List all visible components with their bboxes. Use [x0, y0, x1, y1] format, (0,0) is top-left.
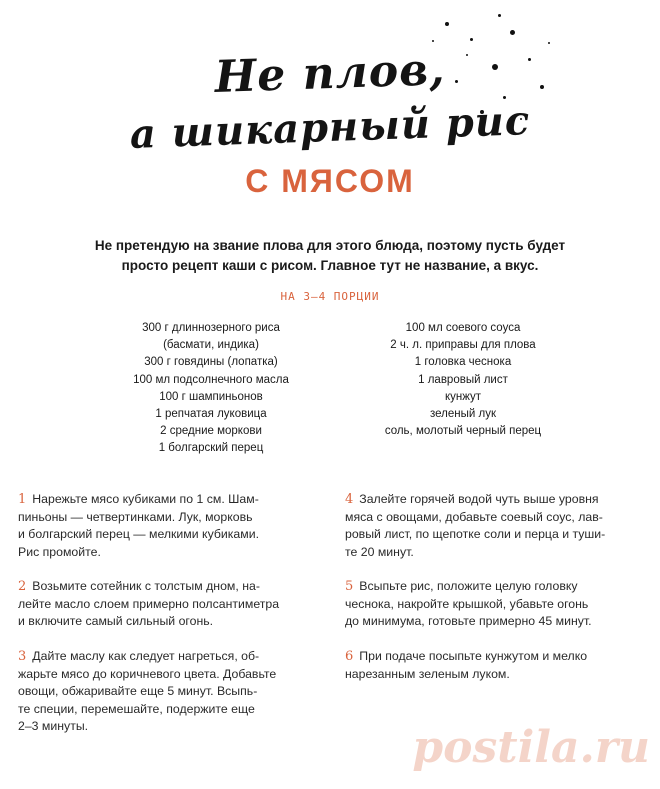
- step-line: жарьте мясо до коричневого цвета. Добавьте: [18, 666, 277, 681]
- ingredient-item: 100 мл соевого соуса: [405, 322, 521, 334]
- servings-label: НА 3–4 ПОРЦИИ: [280, 290, 380, 303]
- ingredient-item: зеленый лук: [430, 408, 496, 421]
- step-line: Нарежьте мясо кубиками по 1 см. Шам-: [32, 492, 259, 506]
- step-number: 6: [345, 649, 354, 664]
- title-line-1: Не плов,: [213, 43, 447, 104]
- step-line: те специи, перемешайте, подержите еще: [18, 701, 255, 716]
- ingredient-item: 1 репчатая луковица: [155, 408, 267, 421]
- intro-text: [60, 236, 600, 276]
- step-line: до минимума, готовьте примерно 45 минут.: [345, 614, 592, 629]
- step-number: 4: [345, 492, 354, 507]
- step-line: ровый лист, по щепотке соли и перца и туши-: [345, 527, 606, 542]
- step-line: пиньоны — четвертинками. Лук, морковь: [18, 509, 253, 524]
- ingredient-item: кунжут: [444, 390, 482, 403]
- ingredients-left: [66, 320, 356, 458]
- ingredients-right: [318, 320, 608, 440]
- title-line-3: С МЯСОМ: [245, 163, 415, 199]
- step-line: те 20 минут.: [345, 544, 414, 559]
- ingredient-item: (басмати, индика): [163, 339, 259, 352]
- step-number: 5: [345, 579, 354, 594]
- intro-line: просто рецепт каши с рисом. Главное тут не название, а вкус.: [121, 258, 539, 273]
- step-number: 3: [18, 649, 27, 664]
- ingredient-item: 1 болгарский перец: [158, 442, 264, 455]
- ingredient-item: 300 г длиннозерного риса: [142, 322, 280, 334]
- step-2: [18, 578, 313, 631]
- step-line: Дайте маслу как следует нагреться, об-: [32, 649, 260, 663]
- step-6: [345, 648, 640, 683]
- ingredient-item: 2 средние моркови: [160, 425, 262, 438]
- step-line: 2–3 минуты.: [18, 719, 89, 734]
- step-line: Возьмите сотейник с толстым дном, на-: [32, 579, 260, 593]
- step-3: [18, 648, 313, 736]
- ingredient-item: 1 головка чеснока: [414, 356, 512, 369]
- watermark-logo: postila.ru: [412, 722, 650, 773]
- ingredient-item: 1 лавровый лист: [418, 373, 508, 386]
- step-number: 2: [18, 579, 27, 594]
- step-line: нарезанным зеленым луком.: [345, 666, 510, 681]
- ingredient-item: 100 мл подсолнечного масла: [133, 373, 289, 386]
- step-5: [345, 578, 640, 631]
- ingredient-item: соль, молотый черный перец: [384, 425, 542, 438]
- step-line: чеснока, накройте крышкой, убавьте огонь: [345, 596, 589, 611]
- step-line: лейте масло слоем примерно полсантиметра: [18, 596, 280, 611]
- ingredient-item: 300 г говядины (лопатка): [144, 356, 278, 369]
- ingredient-item: 100 г шампиньонов: [159, 390, 263, 403]
- ingredient-item: 2 ч. л. приправы для плова: [390, 339, 536, 352]
- step-line: и включите самый сильный огонь.: [18, 614, 214, 629]
- step-line: Рис промойте.: [18, 544, 101, 559]
- step-line: При подаче посыпьте кунжутом и мелко: [359, 649, 588, 663]
- step-line: овощи, обжаривайте еще 5 минут. Всыпь-: [18, 684, 258, 699]
- step-line: мяса с овощами, добавьте соевый соус, лав-: [345, 509, 603, 524]
- step-line: Залейте горячей водой чуть выше уровня: [359, 492, 599, 506]
- step-line: Всыпьте рис, положите целую головку: [359, 579, 578, 593]
- step-1: [18, 491, 313, 561]
- step-number: 1: [18, 492, 27, 507]
- title-line-2: а шикарный рис: [129, 97, 531, 158]
- step-4: [345, 491, 640, 561]
- step-line: и болгарский перец — мелкими кубиками.: [18, 527, 259, 542]
- intro-line: Не претендую на звание плова для этого блюда, поэтому пусть будет: [94, 238, 566, 253]
